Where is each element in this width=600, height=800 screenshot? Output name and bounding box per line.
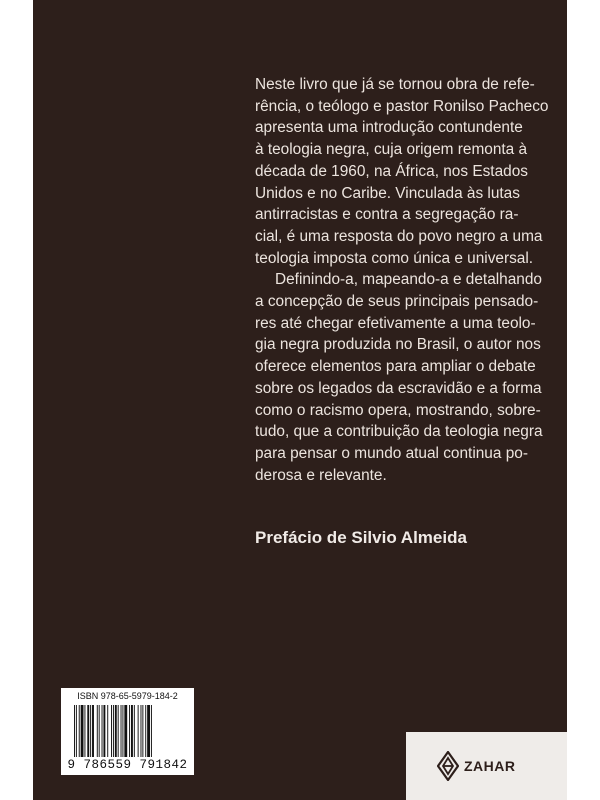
isbn-barcode (61, 688, 194, 775)
barcode-bar (138, 705, 139, 757)
synopsis-line: como o racismo opera, mostrando, sobre- (255, 401, 541, 419)
synopsis-line: tudo, que a contribuição da teologia negra (255, 423, 543, 441)
barcode-bar (141, 705, 142, 757)
synopsis-line: sobre os legados da escravidão e a forma (255, 379, 542, 397)
synopsis-line: Definindo-a, mapeando-a e detalhando (275, 271, 542, 289)
preface-credit: Prefácio de Silvio Almeida (255, 528, 467, 547)
barcode-bar (90, 705, 91, 757)
barcode-bar (99, 705, 100, 757)
barcode-bar (115, 705, 117, 757)
barcode-bar (142, 705, 143, 757)
synopsis-paragraph-1 (255, 74, 590, 269)
synopsis-line: apresenta uma introdução contundente (255, 119, 523, 137)
barcode-bar (97, 705, 98, 757)
synopsis (255, 74, 590, 486)
barcode-bar (147, 705, 150, 757)
barcode-bar (129, 705, 130, 757)
barcode-bar (76, 705, 77, 757)
barcode-bar (74, 705, 75, 757)
barcode-bar (87, 705, 89, 757)
publisher-panel (406, 732, 567, 800)
barcode-bar (145, 705, 146, 757)
barcode-bar (113, 705, 114, 757)
synopsis-line: cial, é uma resposta do povo negro a uma (255, 227, 543, 245)
barcode-bar (81, 705, 84, 757)
synopsis-line: à teologia negra, cuja origem remonta à (255, 141, 528, 159)
barcode-bar (118, 705, 119, 757)
barcode-bar (111, 705, 112, 757)
barcode-bar (131, 705, 133, 757)
synopsis-line: res até chegar efetivamente a uma teolo- (255, 314, 536, 332)
zahar-diamond-logo-icon (437, 751, 459, 781)
synopsis-line: para pensar o mundo atual continua po- (255, 444, 528, 462)
synopsis-line: a concepção de seus principais pensado- (255, 293, 539, 311)
synopsis-line: antirracistas e contra a segregação ra- (255, 206, 519, 224)
barcode-bar (122, 705, 123, 757)
isbn-label: ISBN 978-65-5979-184-2 (77, 691, 178, 701)
synopsis-line: Neste livro que já se tornou obra de refe- (255, 76, 535, 93)
barcode-bar (124, 705, 127, 757)
synopsis-line: década de 1960, na África, nos Estados (255, 162, 528, 180)
barcode-bar (103, 705, 105, 757)
barcode-bar (92, 705, 94, 757)
synopsis-line: Unidos e no Caribe. Vinculada às lutas (255, 184, 520, 202)
barcode-bar (79, 705, 80, 757)
back-cover (33, 0, 567, 800)
barcode-bar (107, 705, 108, 757)
barcode-bars (74, 705, 181, 757)
isbn-digits: 9 786559 791842 (67, 758, 188, 772)
publisher-name: ZAHAR (464, 758, 516, 774)
barcode-bar (84, 705, 85, 757)
synopsis-paragraph-2 (255, 269, 590, 486)
synopsis-line: oferece elementos para ampliar o debate (255, 358, 536, 376)
synopsis-line: teologia imposta como única e universal. (255, 249, 534, 267)
barcode-bar (134, 705, 135, 757)
barcode-bar (121, 705, 122, 757)
synopsis-line: gia negra produzida no Brasil, o autor nos (255, 336, 541, 354)
synopsis-line: rência, o teólogo e pastor Ronilso Pacheco (255, 97, 549, 115)
barcode-bar (151, 705, 152, 757)
barcode-bar (102, 705, 103, 757)
synopsis-line: derosa e relevante. (255, 466, 387, 484)
